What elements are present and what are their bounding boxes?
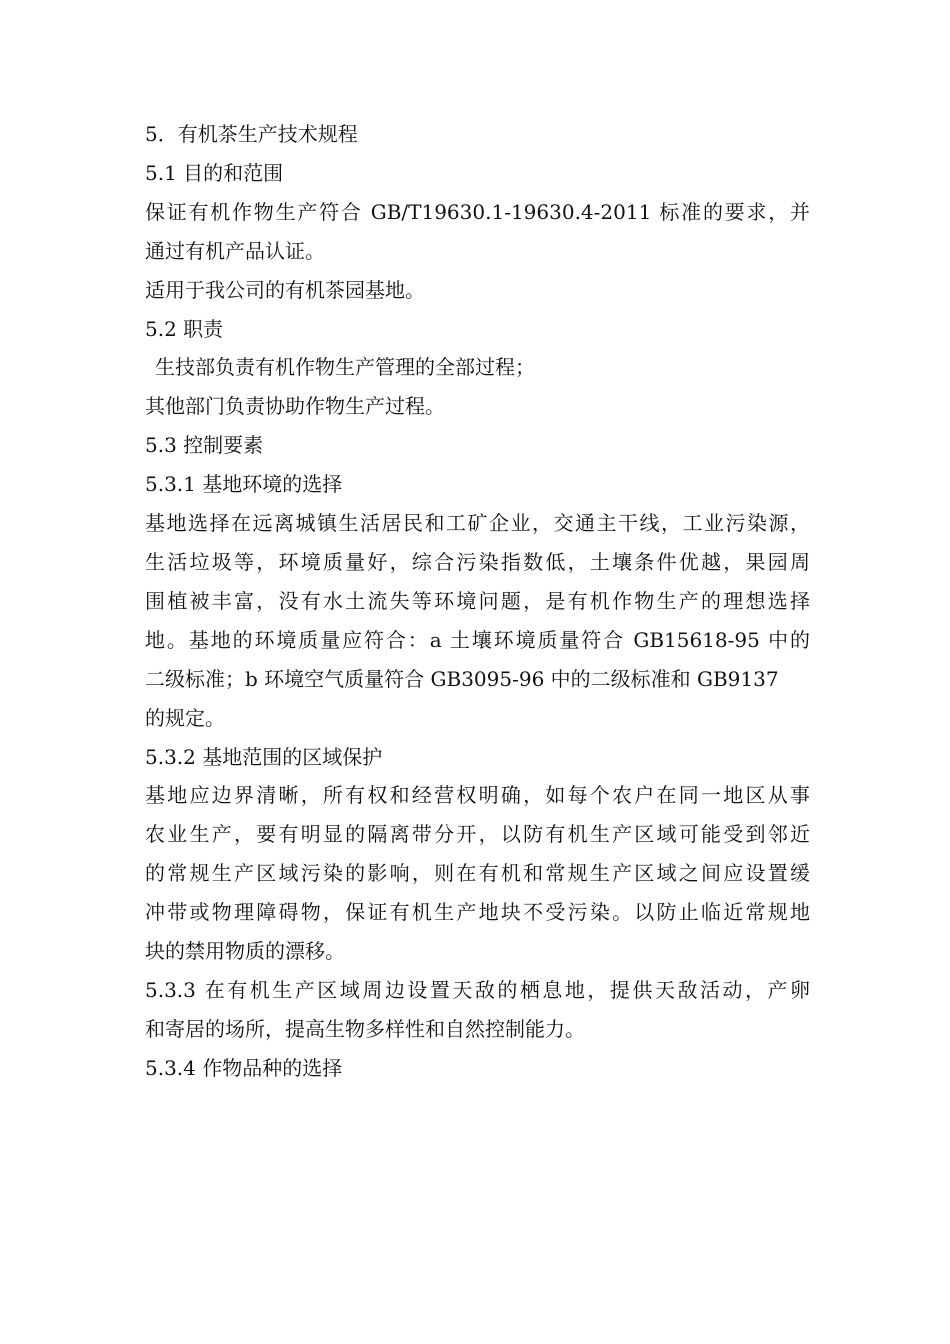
subsection-heading: 5.2 职责 bbox=[145, 316, 224, 341]
paragraph-line: 生活垃圾等，环境质量好，综合污染指数低，土壤条件优越，果园周 bbox=[145, 549, 810, 574]
paragraph-line: 冲带或物理障碍物，保证有机生产地块不受污染。以防止临近常规地 bbox=[145, 900, 810, 925]
subsection-heading: 5.3.4 作物品种的选择 bbox=[145, 1055, 343, 1080]
paragraph-line: 基地选择在远离城镇生活居民和工矿企业，交通主干线，工业污染源， bbox=[145, 511, 810, 536]
subsection-heading: 5.3.1 基地环境的选择 bbox=[145, 472, 343, 497]
paragraph-line: 通过有机产品认证。 bbox=[145, 238, 325, 263]
paragraph-line: 5.3.3 在有机生产区域周边设置天敌的栖息地，提供天敌活动，产卵 bbox=[145, 977, 810, 1002]
paragraph-line: 农业生产，要有明显的隔离带分开，以防有机生产区域可能受到邻近 bbox=[145, 822, 810, 847]
paragraph-line: 块的禁用物质的漂移。 bbox=[145, 939, 345, 964]
paragraph-line: 其他部门负责协助作物生产过程。 bbox=[145, 394, 445, 419]
subsection-heading: 5.1 目的和范围 bbox=[145, 160, 284, 185]
subsection-heading: 5.3 控制要素 bbox=[145, 433, 264, 458]
paragraph-line: 二级标准；b 环境空气质量符合 GB3095-96 中的二级标准和 GB9137 bbox=[145, 666, 779, 691]
subsection-heading: 5.3.2 基地范围的区域保护 bbox=[145, 744, 383, 769]
paragraph-line: 和寄居的场所，提高生物多样性和自然控制能力。 bbox=[145, 1016, 585, 1041]
paragraph-line: 生技部负责有机作物生产管理的全部过程； bbox=[155, 355, 535, 380]
paragraph-line: 的常规生产区域污染的影响，则在有机和常规生产区域之间应设置缓 bbox=[145, 861, 810, 886]
document-body bbox=[145, 115, 810, 1088]
paragraph-line: 基地应边界清晰，所有权和经营权明确，如每个农户在同一地区从事 bbox=[145, 783, 810, 808]
paragraph-line: 保证有机作物生产符合 GB/T19630.1-19630.4-2011 标准的要求，并 bbox=[145, 199, 810, 224]
paragraph-line: 适用于我公司的有机茶园基地。 bbox=[145, 277, 425, 302]
section-heading: 5．有机茶生产技术规程 bbox=[145, 122, 358, 146]
paragraph-line: 的规定。 bbox=[145, 705, 225, 730]
paragraph-line: 围植被丰富，没有水土流失等环境问题，是有机作物生产的理想选择 bbox=[145, 588, 810, 613]
paragraph-line: 地。基地的环境质量应符合：a 土壤环境质量符合 GB15618-95 中的 bbox=[145, 627, 810, 652]
